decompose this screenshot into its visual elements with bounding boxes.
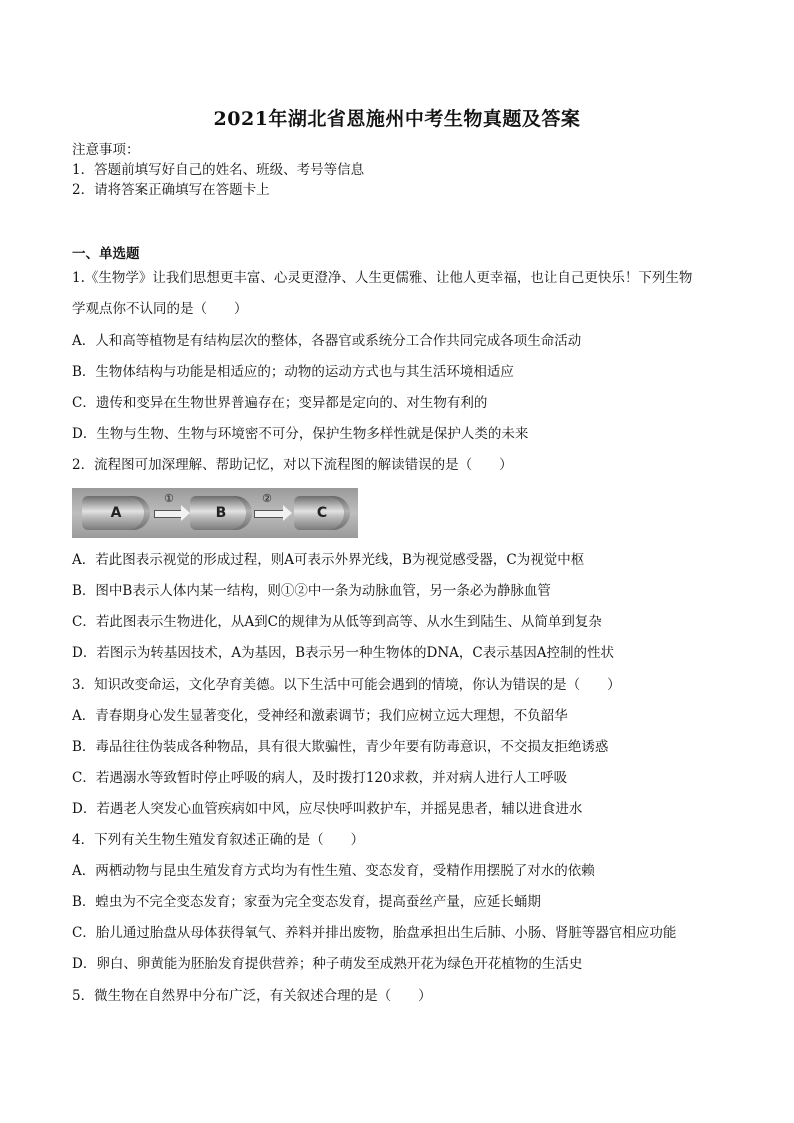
flowchart-figure — [72, 488, 358, 538]
flowchart-arrow-label: ① — [164, 492, 174, 505]
question-5-stem: 5．微生物在自然界中分布广泛，有关叙述合理的是（ ） — [72, 988, 432, 1004]
question-2-option-c: C．若此图表示生物进化，从A到C的规律为从低等到高等、从水生到陆生、从简单到复杂 — [72, 614, 602, 630]
question-4-option-c: C．胎儿通过胎盘从母体获得氧气、养料并排出废物，胎盘承担出生后肺、小肠、肾脏等器官相应功能 — [72, 925, 677, 941]
flowchart-block-a — [82, 496, 150, 530]
arrow-right-icon — [254, 510, 284, 518]
question-4-option-a: A．两栖动物与昆虫生殖发育方式均为有性生殖、变态发育，受精作用摆脱了对水的依赖 — [72, 863, 595, 879]
section-heading: 一、单选题 — [72, 246, 140, 262]
arrow-right-icon — [154, 510, 182, 518]
flowchart-arrow-label: ② — [262, 492, 272, 505]
note-item: 2．请将答案正确填写在答题卡上 — [72, 182, 270, 198]
flowchart-block-c — [294, 496, 350, 530]
note-item: 1．答题前填写好自己的姓名、班级、考号等信息 — [72, 162, 365, 178]
flowchart-block-label: C — [316, 505, 328, 521]
question-2-option-d: D．若图示为转基因技术，A为基因，B表示另一种生物体的DNA，C表示基因A控制的性状 — [72, 645, 614, 661]
question-1-option-b: B．生物体结构与功能是相适应的；动物的运动方式也与其生活环境相适应 — [72, 364, 514, 380]
notes-heading: 注意事项： — [72, 142, 140, 158]
page-title: 2021年湖北省恩施州中考生物真题及答案 — [213, 108, 581, 130]
flowchart-block-b — [190, 496, 252, 530]
question-1-stem: 学观点你不认同的是（ ） — [72, 301, 248, 317]
question-3-option-a: A．青春期身心发生显著变化，受神经和激素调节；我们应树立远大理想，不负韶华 — [72, 708, 568, 724]
flowchart-block-label: B — [215, 505, 227, 521]
question-1-stem: 1.《生物学》让我们思想更丰富、心灵更澄净、人生更儒雅、让他人更幸福，也让自己更快乐！下列生物 — [72, 270, 693, 286]
question-1-option-c: C．遗传和变异在生物世界普遍存在；变异都是定向的、对生物有利的 — [72, 395, 488, 411]
question-4-option-d: D．卵白、卵黄能为胚胎发育提供营养；种子萌发至成熟开花为绿色开花植物的生活史 — [72, 956, 583, 972]
question-2-stem: 2．流程图可加深理解、帮助记忆，对以下流程图的解读错误的是（ ） — [72, 457, 513, 473]
question-1-option-d: D．生物与生物、生物与环境密不可分，保护生物多样性就是保护人类的未来 — [72, 426, 529, 442]
question-1-option-a: A．人和高等植物是有结构层次的整体，各器官或系统分工合作共同完成各项生命活动 — [72, 333, 582, 349]
question-2-option-b: B．图中B表示人体内某一结构，则①②中一条为动脉血管，另一条必为静脉血管 — [72, 583, 551, 599]
question-3-stem: 3．知识改变命运，文化孕育美德。以下生活中可能会遇到的情境，你认为错误的是（ ） — [72, 677, 621, 693]
question-2-option-a: A．若此图表示视觉的形成过程，则A可表示外界光线，B为视觉感受器，C为视觉中枢 — [72, 552, 585, 568]
question-3-option-b: B．毒品往往伪装成各种物品，具有很大欺骗性，青少年要有防毒意识，不交损友拒绝诱惑 — [72, 739, 609, 755]
question-3-option-c: C．若遇溺水等致暂时停止呼吸的病人，及时拨打120求救，并对病人进行人工呼吸 — [72, 770, 568, 786]
flowchart-block-label: A — [110, 505, 122, 521]
question-3-option-d: D．若遇老人突发心血管疾病如中风，应尽快呼叫救护车，并摇晃患者，辅以进食进水 — [72, 801, 583, 817]
question-4-option-b: B．蝗虫为不完全变态发育；家蚕为完全变态发育，提高蚕丝产量，应延长蛹期 — [72, 894, 541, 910]
question-4-stem: 4．下列有关生物生殖发育叙述正确的是（ ） — [72, 832, 365, 848]
